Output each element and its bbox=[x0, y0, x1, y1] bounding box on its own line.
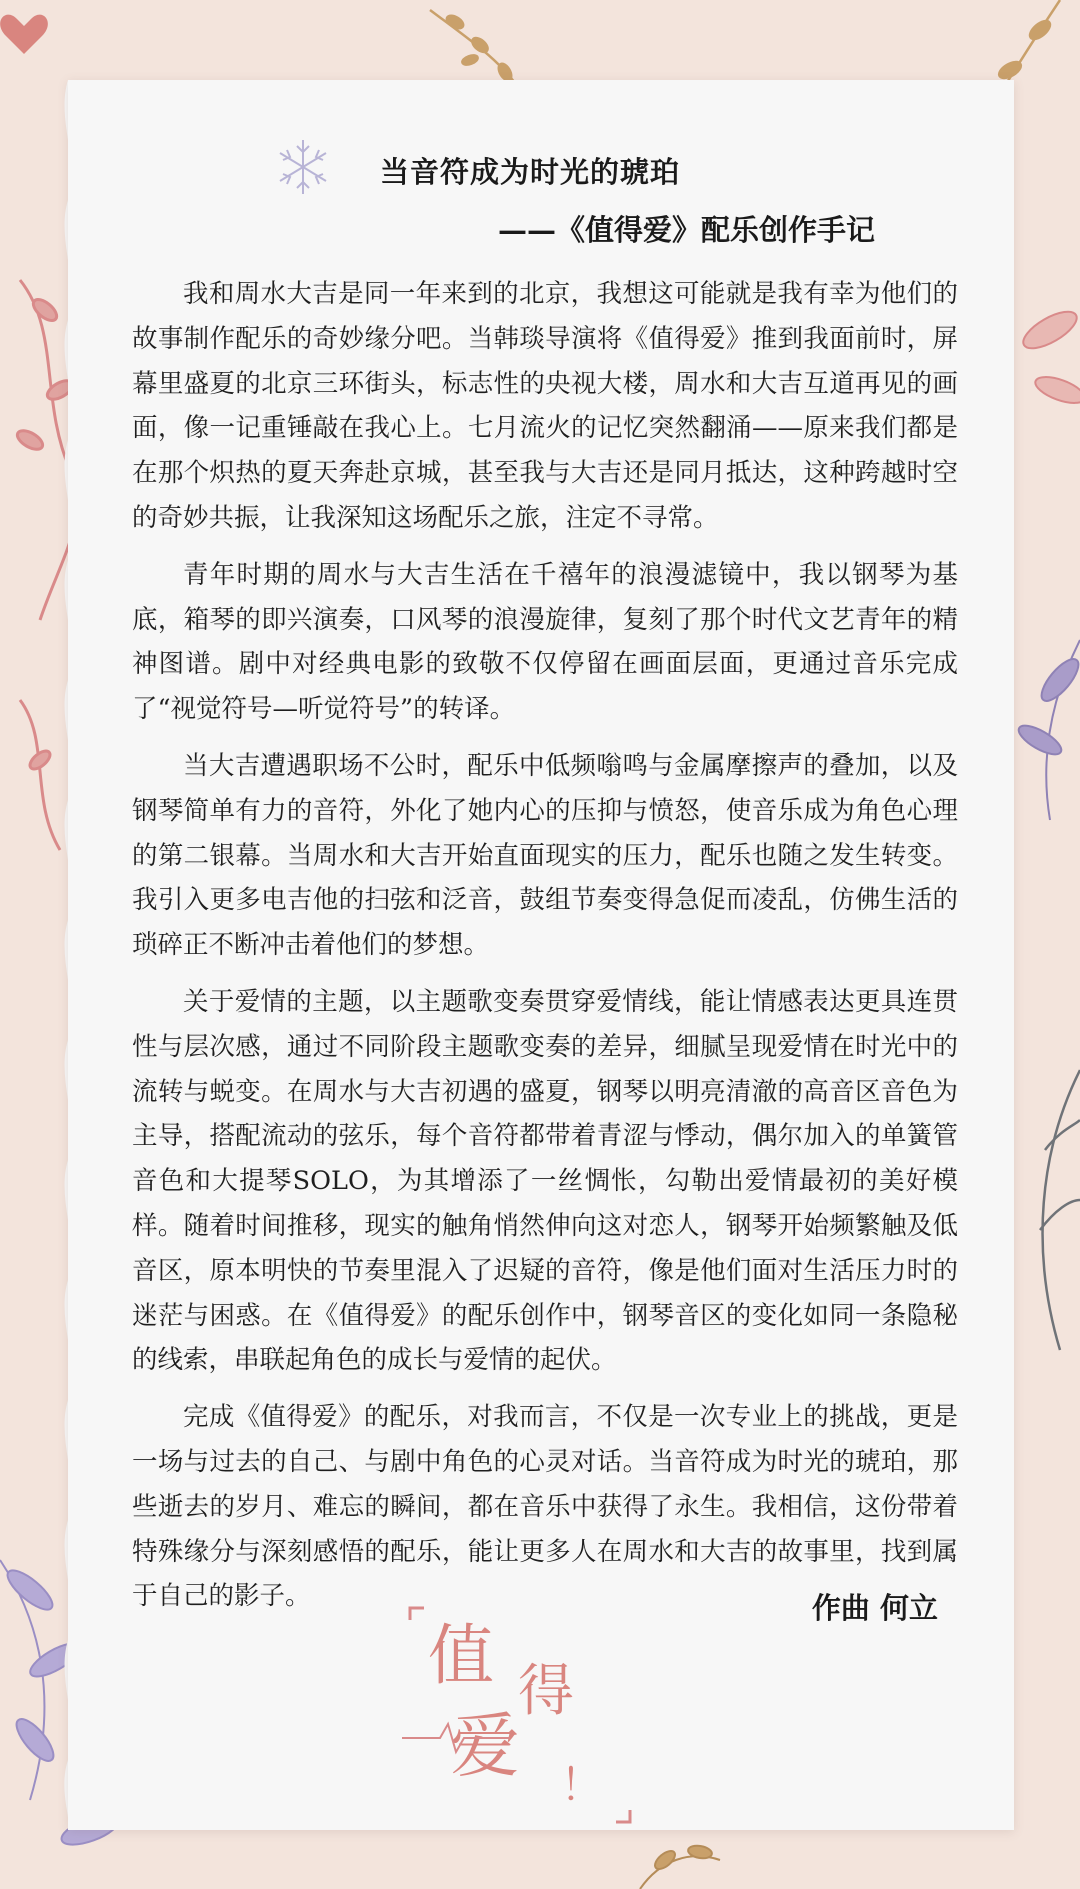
paragraph: 关于爱情的主题，以主题歌变奏贯穿爱情线，能让情感表达更具连贯性与层次感，通过不同阶段主题歌变奏的差异，细腻呈现爱情在时光中的流转与蜕变。在周水与大吉初遇的盛夏，钢琴以明亮清澈的高音区音色为主导，搭配流动的弦乐，每个音符都带着青涩与悸动，偶尔加入的单簧管音色和大提琴SOLO，为其增添了一丝惆怅，勾勒出爱情最初的美好模样。随着时间推移，现实的触角悄然伸向这对恋人，钢琴开始频繁触及低音区，原本明快的节奏里混入了迟疑的音符，像是他们面对生活压力时的迷茫与困惑。在《值得爱》的配乐创作中，钢琴音区的变化如同一条隐秘的线索，串联起角色的成长与爱情的起伏。 bbox=[132, 986, 958, 1376]
article-title: 当音符成为时光的琥珀 bbox=[380, 155, 681, 189]
paragraph: 完成《值得爱》的配乐，对我而言，不仅是一次专业上的挑战，更是一场与过去的自己、与剧中角色的心灵对话。当音符成为时光的琥珀，那些逝去的岁月、难忘的瞬间，都在音乐中获得了永生。我相信，这份带着特殊缘分与深刻感悟的配乐，能让更多人在周水和大吉的故事里，找到属于自己的影子。 bbox=[132, 1402, 958, 1612]
paragraph: 青年时期的周水与大吉生活在千禧年的浪漫滤镜中，我以钢琴为基底，箱琴的即兴演奏，口风琴的浪漫旋律，复刻了那个时代文艺青年的精神图谱。剧中对经典电影的致敬不仅停留在画面层面，更通过音乐完成了“视觉符号—听觉符号”的转译。 bbox=[132, 559, 958, 725]
svg-text:值: 值 bbox=[428, 1617, 494, 1694]
snowflake-icon bbox=[272, 136, 334, 198]
svg-text:得: 得 bbox=[518, 1659, 574, 1724]
drama-logo bbox=[400, 1600, 640, 1830]
heart-icon bbox=[0, 15, 48, 54]
article-body bbox=[132, 272, 958, 1631]
svg-text:！: ！ bbox=[560, 1760, 604, 1811]
paragraph: 当大吉遭遇职场不公时，配乐中低频嗡鸣与金属摩擦声的叠加，以及钢琴简单有力的音符，外化了她内心的压抑与愤怒，使音乐成为角色心理的第二银幕。当周水和大吉开始直面现实的压力，配乐也随之发生转变。我引入更多电吉他的扫弦和泛音，鼓组节奏变得急促而凌乱，仿佛生活的琐碎正不断冲击着他们的梦想。 bbox=[132, 750, 958, 961]
svg-text:爱: 爱 bbox=[450, 1705, 520, 1787]
composer-signature: 作曲 何立 bbox=[811, 1591, 938, 1625]
paragraph: 我和周水大吉是同一年来到的北京，我想这可能就是我有幸为他们的故事制作配乐的奇妙缘分吧。当韩琰导演将《值得爱》推到我面前时，屏幕里盛夏的北京三环街头，标志性的央视大楼，周水和大吉互道再见的画面，像一记重锤敲在我心上。七月流火的记忆突然翻涌——原来我们都是在那个炽热的夏天奔赴京城，甚至我与大吉还是同月抵达，这种跨越时空的奇妙共振，让我深知这场配乐之旅，注定不寻常。 bbox=[132, 279, 958, 533]
article-subtitle: ——《值得爱》配乐创作手记 bbox=[498, 213, 876, 247]
